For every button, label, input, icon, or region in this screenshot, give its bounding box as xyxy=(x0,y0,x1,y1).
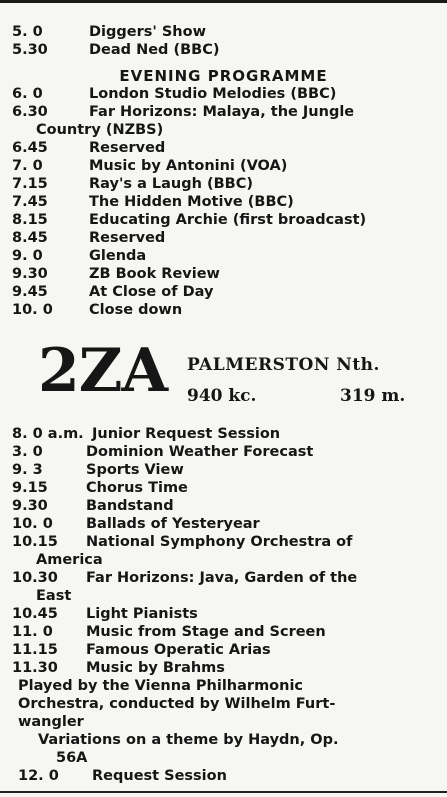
programme-row xyxy=(0,193,447,211)
bottom-rule xyxy=(0,791,447,793)
programme-row xyxy=(0,283,447,301)
programme-time: 9. 3 xyxy=(12,462,43,478)
programme-row xyxy=(0,265,447,283)
programme-title: London Studio Melodies (BBC) xyxy=(89,86,337,102)
programme-continuation: Country (NZBS) xyxy=(36,122,164,138)
programme-row xyxy=(0,247,447,265)
programme-title: National Symphony Orchestra of xyxy=(86,534,353,550)
programme-time: 9.30 xyxy=(12,266,48,282)
programme-row xyxy=(0,229,447,247)
programme-row xyxy=(0,497,447,515)
programme-title: Ballads of Yesteryear xyxy=(86,516,260,532)
programme-time: 6.30 xyxy=(12,104,48,120)
programme-row xyxy=(0,443,447,461)
programme-title: Junior Request Session xyxy=(92,426,281,442)
programme-title: ZB Book Review xyxy=(89,266,220,282)
programme-row xyxy=(0,767,447,785)
programme-time: 9.30 xyxy=(12,498,48,514)
programme-row xyxy=(0,605,447,623)
programme-row xyxy=(0,301,447,319)
programme-time: 5. 0 xyxy=(12,24,43,40)
programme-row xyxy=(0,515,447,533)
programme-note: Orchestra, conducted by Wilhelm Furt- xyxy=(18,696,336,712)
programme-row xyxy=(0,85,447,103)
programme-time: 7.15 xyxy=(12,176,48,192)
programme-title: Diggers' Show xyxy=(89,24,206,40)
programme-title: Reserved xyxy=(89,230,166,246)
programme-note: wangler xyxy=(18,714,84,730)
programme-title: Music by Brahms xyxy=(86,660,225,676)
programme-title: Dead Ned (BBC) xyxy=(89,42,220,58)
programme-time: 5.30 xyxy=(12,42,48,58)
programme-time: 8.15 xyxy=(12,212,48,228)
programme-row xyxy=(0,211,447,229)
station-location: PALMERSTON Nth. xyxy=(187,355,380,375)
programme-note: 56A xyxy=(56,750,88,766)
programme-title: Far Horizons: Java, Garden of the xyxy=(86,570,358,586)
programme-title: Glenda xyxy=(89,248,147,264)
programme-row xyxy=(0,175,447,193)
programme-row xyxy=(0,103,447,121)
programme-time: 3. 0 xyxy=(12,444,43,460)
programme-time: 10.30 xyxy=(12,570,58,586)
programme-row xyxy=(0,461,447,479)
programme-time: 9.15 xyxy=(12,480,48,496)
programme-title: Chorus Time xyxy=(86,480,188,496)
programme-row xyxy=(0,41,447,59)
programme-row xyxy=(0,569,447,587)
programme-time: 11. 0 xyxy=(12,624,53,640)
programme-time: 10. 0 xyxy=(12,302,53,318)
programme-time: 9.45 xyxy=(12,284,48,300)
programme-title: Far Horizons: Malaya, the Jungle xyxy=(89,104,355,120)
programme-title: At Close of Day xyxy=(89,284,214,300)
station-wavelength: 319 m. xyxy=(340,386,406,406)
programme-row xyxy=(0,139,447,157)
programme-title: Famous Operatic Arias xyxy=(86,642,271,658)
programme-title: Educating Archie (first broadcast) xyxy=(89,212,367,228)
programme-row xyxy=(0,533,447,551)
programme-row xyxy=(0,659,447,677)
programme-title: Request Session xyxy=(92,768,227,784)
programme-row xyxy=(0,623,447,641)
programme-time: 8. 0 a.m. xyxy=(12,426,84,442)
programme-row xyxy=(0,23,447,41)
programme-continuation: East xyxy=(36,588,72,604)
programme-time: 7. 0 xyxy=(12,158,43,174)
programme-continuation: America xyxy=(36,552,103,568)
top-rule xyxy=(0,0,447,3)
programme-time: 10. 0 xyxy=(12,516,53,532)
programme-row xyxy=(0,641,447,659)
programme-title: Ray's a Laugh (BBC) xyxy=(89,176,254,192)
programme-title: Music from Stage and Screen xyxy=(86,624,326,640)
programme-time: 11.15 xyxy=(12,642,58,658)
programme-title: Music by Antonini (VOA) xyxy=(89,158,288,174)
programme-note: Played by the Vienna Philharmonic xyxy=(18,678,304,694)
programme-time: 6.45 xyxy=(12,140,48,156)
programme-title: Sports View xyxy=(86,462,184,478)
programme-time: 8.45 xyxy=(12,230,48,246)
programme-time: 11.30 xyxy=(12,660,58,676)
programme-title: The Hidden Motive (BBC) xyxy=(89,194,294,210)
programme-title: Close down xyxy=(89,302,183,318)
programme-title: Light Pianists xyxy=(86,606,198,622)
programme-time: 10.45 xyxy=(12,606,58,622)
programme-note: Variations on a theme by Haydn, Op. xyxy=(38,732,339,748)
programme-title: Bandstand xyxy=(86,498,174,514)
programme-time: 9. 0 xyxy=(12,248,43,264)
programme-row xyxy=(0,479,447,497)
station-callsign: 2ZA xyxy=(38,336,168,406)
programme-title: Reserved xyxy=(89,140,166,156)
programme-time: 6. 0 xyxy=(12,86,43,102)
programme-time: 12. 0 xyxy=(18,768,59,784)
station-frequency: 940 kc. xyxy=(187,386,257,406)
programme-time: 7.45 xyxy=(12,194,48,210)
programme-row xyxy=(0,425,447,443)
programme-time: 10.15 xyxy=(12,534,58,550)
evening-programme-heading: EVENING PROGRAMME xyxy=(119,67,328,85)
programme-row xyxy=(0,157,447,175)
programme-title: Dominion Weather Forecast xyxy=(86,444,314,460)
